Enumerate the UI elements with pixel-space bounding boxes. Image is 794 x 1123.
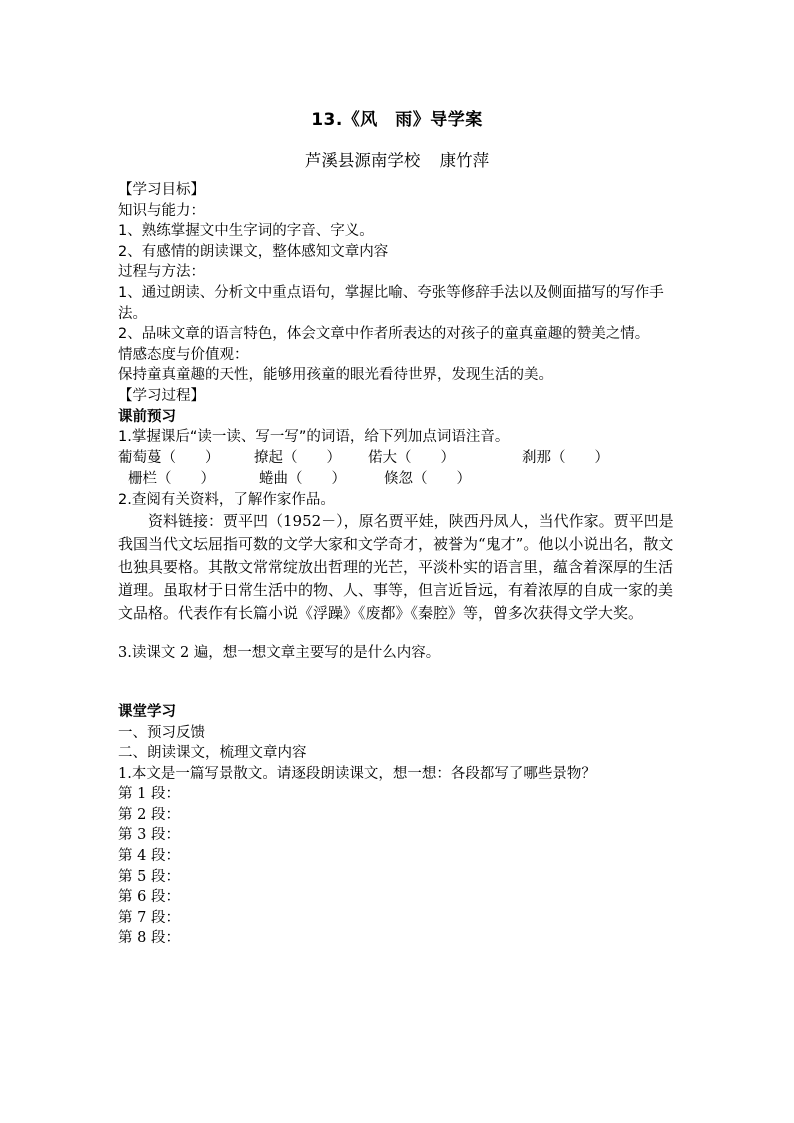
paragraph-answer-line: 第 1 段： [118, 786, 180, 803]
classroom-item-1: 一、预习反馈 [118, 724, 205, 741]
goals-heading: 【学习目标】 [118, 182, 205, 198]
emotion-text: 保持童真童趣的天性，能够用孩童的眼光看待世界，发现生活的美。 [118, 367, 553, 384]
paragraph-answer-line: 第 2 段： [118, 806, 180, 823]
preview-question-2: 2.查阅有关资料，了解作家作品。 [118, 491, 335, 508]
document-title: 13.《风 雨》导学案 [311, 110, 483, 130]
knowledge-item: 2、有感情的朗读课文，整体感知文章内容 [118, 243, 389, 260]
preview-question-1: 1.掌握课后“读一读、写一写”的词语，给下列加点词语注音。 [118, 429, 510, 446]
vocab-row-1 [118, 448, 678, 469]
paragraph-answer-line: 第 6 段： [118, 889, 180, 906]
vocab-item: 偌大（ ） [368, 449, 455, 466]
vocab-item: 蜷曲（ ） [259, 470, 346, 487]
vocab-item: 葡萄蔓（ ） [118, 449, 220, 466]
classroom-question: 1.本文是一篇写景散文。请逐段朗读课文，想一想：各段都写了哪些景物？ [118, 765, 596, 782]
paragraph-answer-line: 第 8 段： [118, 930, 180, 947]
knowledge-item: 1、熟练掌握文中生字词的字音、字义。 [118, 223, 374, 240]
knowledge-label: 知识与能力： [118, 202, 205, 219]
process-item: 2、品味文章的语言特色，体会文章中作者所表达的对孩子的童真童趣的赞美之情。 [118, 326, 650, 343]
classroom-heading: 课堂学习 [118, 703, 176, 720]
process-label: 过程与方法： [118, 264, 205, 281]
preview-question-3: 3.读课文 2 遍，想一想文章主要写的是什么内容。 [118, 645, 441, 662]
author-material: 资料链接：贾平凹（1952－），原名贾平娃，陕西丹凤人，当代作家。贾平凹是我国当代文坛屈指可数的文学大家和文学奇才，被誉为“鬼才”。他以小说出名，散文也独具要格。其散文常常绽放出哲理的光芒，平淡朴实的语言里，蕴含着深厚的生活道理。虽取材于日常生活中的物、人、事等，但言近旨远，有着浓厚的自成一家的美文品格。代表作有长篇小说《浮躁》《废都》《秦腔》等，曾多次获得文学大奖。 [118, 512, 674, 623]
process-item: 1、通过朗读、分析文中重点语句，掌握比喻、夸张等修辞手法以及侧面描写的写作手法。 [118, 284, 664, 322]
preview-heading: 课前预习 [118, 408, 176, 425]
emotion-label: 情感态度与价值观： [118, 346, 249, 363]
vocab-item: 倏忽（ ） [384, 470, 471, 487]
vocab-item: 栅栏（ ） [128, 470, 215, 487]
vocab-row-2 [118, 469, 678, 490]
document-body [118, 180, 678, 949]
paragraph-answer-line: 第 4 段： [118, 848, 180, 865]
paragraph-answer-line: 第 5 段： [118, 868, 180, 885]
paragraph-answer-line: 第 3 段： [118, 827, 180, 844]
author-line: 芦溪县源南学校 康竹萍 [304, 151, 490, 170]
vocab-item: 撩起（ ） [254, 449, 341, 466]
classroom-item-2: 二、朗读课文，梳理文章内容 [118, 745, 307, 762]
paragraph-answer-line: 第 7 段： [118, 909, 180, 926]
process-heading: 【学习过程】 [118, 387, 205, 404]
vocab-item: 刹那（ ） [522, 449, 609, 466]
